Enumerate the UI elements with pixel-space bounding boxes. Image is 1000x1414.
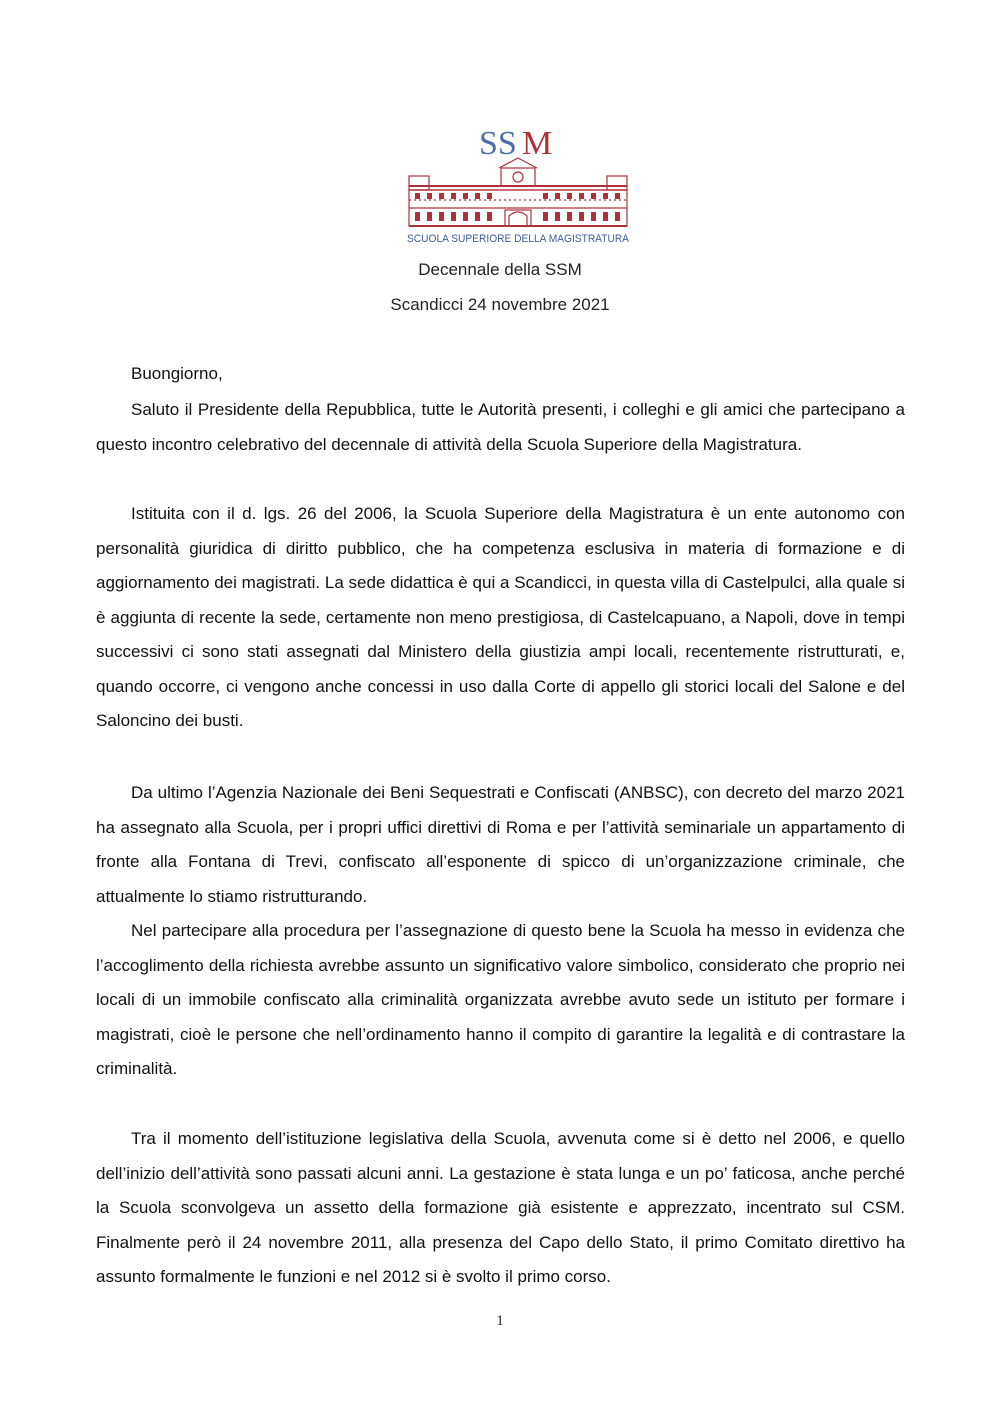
villa-windows bbox=[415, 193, 620, 221]
paragraph-5: Tra il momento dell’istituzione legislativa della Scuola, avvenuta come si è detto nel 2006, e quello dell’inizio dell’attività sono passati alcuni anni. La gestazione è stata lunga e un po’ faticosa, anche perché la Scuola sconvolgeva un assetto della formazione già esistente e apprezzato, incentrato sul CSM. Finalmente però il 24 novembre 2011, alla presenza del Capo dello Stato, il primo Comitato direttivo ha assunto formalmente le funzioni e nel 2012 si è svolto il primo corso. bbox=[96, 1129, 905, 1286]
logo-letters-blue: SS bbox=[479, 125, 517, 162]
paragraph-3: Da ultimo l’Agenzia Nazionale dei Beni Sequestrati e Confiscati (ANBSC), con decreto del marzo 2021 ha assegnato alla Scuola, per i propri uffici direttivi di Roma e per l’attività seminariale un appartamento di fronte alla Fontana di Trevi, confiscato all’esponente di spicco di un’organizzazione criminale, che attualmente lo stiamo ristrutturando. bbox=[96, 783, 905, 906]
logo-letters-red: M bbox=[522, 125, 553, 162]
ssm-logo bbox=[405, 120, 633, 248]
logo-caption: SCUOLA SUPERIORE DELLA MAGISTRATURA bbox=[407, 233, 630, 245]
event-title: Decennale della SSM bbox=[418, 260, 582, 279]
paragraph-2: Istituita con il d. lgs. 26 del 2006, la Scuola Superiore della Magistratura è un ente autonomo con personalità giuridica di diritto pubblico, che ha competenza esclusiva in materia di formazione e di aggiornamento dei magistrati. La sede didattica è qui a Scandicci, in questa villa di Castelpulci, alla quale si è aggiunta di recente la sede, certamente non meno prestigiosa, di Castelcapuano, a Napoli, dove in tempi successivi ci sono stati assegnati dal Ministero della giustizia ampi locali, recentemente ristrutturati, e, quando occorre, ci vengono anche concessi in uso dalla Corte di appello gli storici locali del Salone e del Saloncino dei busti. bbox=[96, 504, 905, 730]
paragraph-1: Saluto il Presidente della Repubblica, tutte le Autorità presenti, i colleghi e gli amici che partecipano a questo incontro celebrativo del decennale di attività della Scuola Superiore della Magistratura. bbox=[96, 400, 905, 454]
greeting: Buongiorno, bbox=[131, 364, 223, 383]
paragraph-4: Nel partecipare alla procedura per l’assegnazione di questo bene la Scuola ha messo in evidenza che l’accoglimento della richiesta avrebbe assunto un significativo valore simbolico, considerato che proprio nei locali di un immobile confiscato alla criminalità organizzata avrebbe avuto sede un istituto per formare i magistrati, cioè le persone che nell’ordinamento hanno il compito di garantire la legalità e di contrastare la criminalità. bbox=[96, 921, 905, 1078]
page-number: 1 bbox=[496, 1313, 504, 1329]
place-date: Scandicci 24 novembre 2021 bbox=[390, 295, 610, 314]
